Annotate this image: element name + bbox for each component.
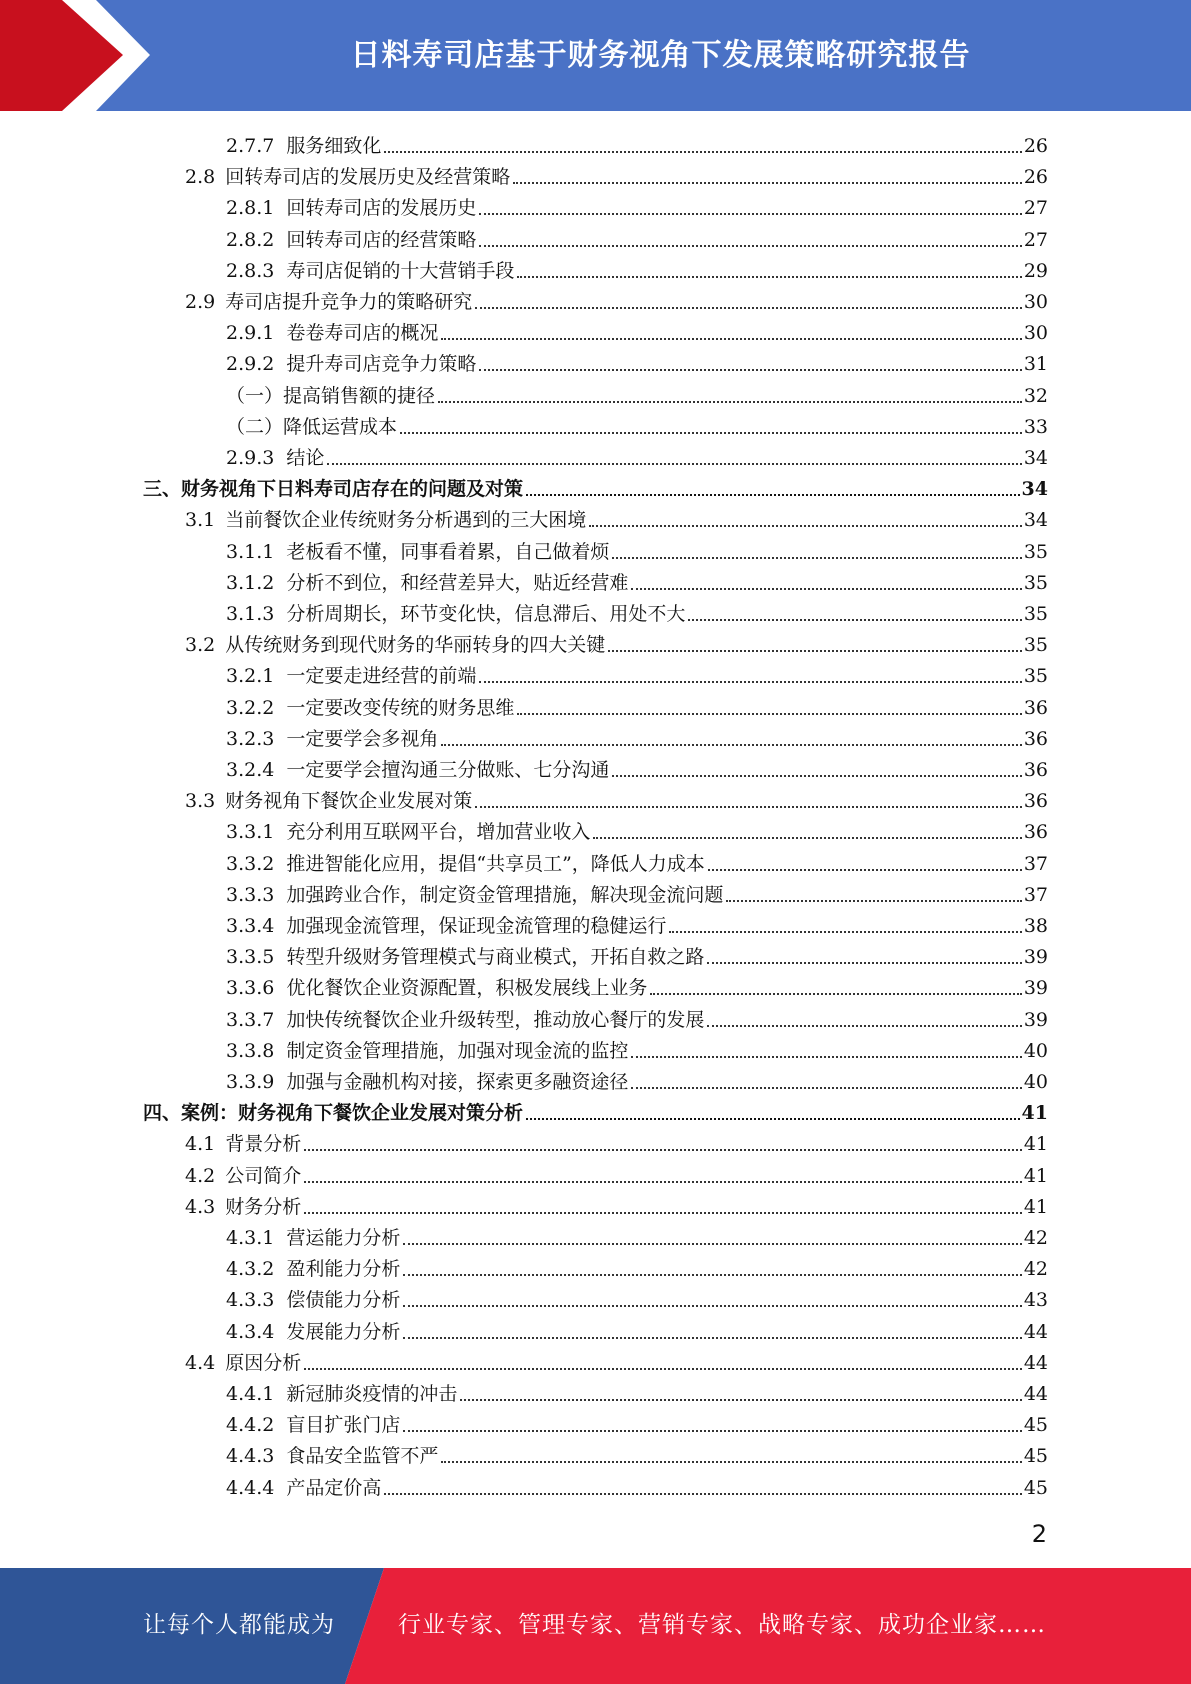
- toc-dot-leader: [327, 463, 1021, 465]
- toc-entry[interactable]: [185, 1125, 1048, 1156]
- toc-entry[interactable]: [226, 221, 1048, 252]
- toc-entry[interactable]: [226, 876, 1048, 907]
- toc-entry-title: 原因分析: [225, 1352, 302, 1374]
- toc-entry-number: 3.3.5: [226, 946, 275, 968]
- toc-dot-leader: [479, 245, 1021, 247]
- toc-entry[interactable]: [226, 907, 1048, 938]
- toc-entry[interactable]: [226, 1313, 1048, 1344]
- toc-entry[interactable]: [185, 1157, 1048, 1188]
- toc-entry-page: 26: [1023, 166, 1048, 188]
- toc-dot-leader: [403, 1337, 1021, 1339]
- toc-entry-number: 3.2.1: [226, 665, 275, 687]
- toc-dot-leader: [708, 869, 1022, 871]
- toc-entry-title: （一）提高销售额的捷径: [226, 385, 436, 407]
- toc-entry-title: 背景分析: [225, 1133, 302, 1155]
- toc-entry-number: 2.8.1: [226, 197, 275, 219]
- toc-dot-leader: [479, 369, 1021, 371]
- toc-dot-leader: [400, 432, 1022, 434]
- toc-entry[interactable]: [226, 1437, 1048, 1468]
- toc-entry-title: 发展能力分析: [286, 1321, 401, 1343]
- toc-dot-leader: [475, 307, 1022, 309]
- toc-entry[interactable]: [226, 1406, 1048, 1437]
- toc-entry-title: 分析周期长，环节变化快，信息滞后、用处不大: [286, 603, 686, 625]
- toc-dot-leader: [441, 338, 1021, 340]
- toc-dot-leader: [304, 1149, 1022, 1151]
- toc-entry-page: 44: [1023, 1321, 1048, 1343]
- toc-entry-title: 加强现金流管理，保证现金流管理的稳健运行: [286, 915, 667, 937]
- toc-entry-title: 从传统财务到现代财务的华丽转身的四大关键: [225, 634, 606, 656]
- toc-entry-number: 2.9: [185, 291, 216, 313]
- toc-dot-leader: [669, 931, 1021, 933]
- toc-dot-leader: [304, 1181, 1022, 1183]
- toc-entry-number: 3.3.8: [226, 1040, 275, 1062]
- toc-entry-page: 37: [1023, 884, 1048, 906]
- toc-entry-title: 服务细致化: [286, 135, 382, 157]
- toc-entry-title: 盲目扩张门店: [286, 1414, 401, 1436]
- toc-entry[interactable]: [226, 845, 1048, 876]
- toc-entry[interactable]: [226, 813, 1048, 844]
- toc-dot-leader: [726, 900, 1021, 902]
- toc-entry-page: 29: [1023, 260, 1048, 282]
- toc-entry[interactable]: [226, 1375, 1048, 1406]
- toc-entry[interactable]: [226, 189, 1048, 220]
- toc-entry-page: 27: [1023, 229, 1048, 251]
- toc-entry-page: 44: [1023, 1383, 1048, 1405]
- toc-dot-leader: [304, 1368, 1022, 1370]
- toc-entry-page: 42: [1023, 1258, 1048, 1280]
- toc-entry-number: 4.4: [185, 1352, 216, 1374]
- toc-entry-page: 40: [1023, 1071, 1048, 1093]
- toc-entry[interactable]: [226, 1469, 1048, 1500]
- toc-entry-page: 43: [1023, 1289, 1048, 1311]
- toc-entry-title: 卷卷寿司店的概况: [286, 322, 439, 344]
- toc-entry-page: 34: [1021, 478, 1048, 500]
- toc-dot-leader: [441, 744, 1021, 746]
- toc-entry-page: 27: [1023, 197, 1048, 219]
- toc-entry-page: 35: [1023, 665, 1048, 687]
- toc-entry-title: 转型升级财务管理模式与商业模式，开拓自救之路: [286, 946, 705, 968]
- toc-dot-leader: [479, 681, 1021, 683]
- footer-slogan-right: 行业专家、管理专家、营销专家、战略专家、成功企业家……: [398, 1612, 1046, 1638]
- toc-dot-leader: [513, 182, 1022, 184]
- toc-entry-number: 3.2.3: [226, 728, 275, 750]
- toc-entry-number: 2.7.7: [226, 135, 275, 157]
- toc-entry-page: 34: [1023, 447, 1048, 469]
- toc-entry-number: 4.3.3: [226, 1289, 275, 1311]
- toc-entry-page: 41: [1023, 1196, 1048, 1218]
- toc-dot-leader: [384, 1493, 1021, 1495]
- toc-entry-page: 30: [1023, 322, 1048, 344]
- toc-entry-number: 3.3: [185, 790, 216, 812]
- toc-entry-title: 提升寿司店竞争力策略: [286, 353, 477, 375]
- toc-entry-title: 充分利用互联网平台，增加营业收入: [286, 821, 591, 843]
- toc-dot-leader: [589, 525, 1022, 527]
- toc-entry-title: 一定要学会多视角: [286, 728, 439, 750]
- toc-entry-title: 结论: [286, 447, 325, 469]
- toc-dot-leader: [403, 1243, 1021, 1245]
- toc-entry-number: 2.8.3: [226, 260, 275, 282]
- toc-entry[interactable]: [226, 938, 1048, 969]
- toc-dot-leader: [475, 806, 1022, 808]
- toc-dot-leader: [304, 1212, 1022, 1214]
- toc-entry[interactable]: [226, 595, 1048, 626]
- toc-entry-number: 2.9.2: [226, 353, 275, 375]
- toc-entry-title: 四、案例：财务视角下餐饮企业发展对策分析: [143, 1102, 524, 1124]
- toc-dot-leader: [438, 401, 1022, 403]
- toc-entry[interactable]: [226, 564, 1048, 595]
- toc-entry-page: 36: [1023, 728, 1048, 750]
- toc-entry-title: 新冠肺炎疫情的冲击: [286, 1383, 458, 1405]
- toc-dot-leader: [517, 276, 1021, 278]
- toc-entry-title: 一定要走进经营的前端: [286, 665, 477, 687]
- toc-entry-number: 2.8.2: [226, 229, 275, 251]
- toc-dot-leader: [612, 775, 1021, 777]
- footer-banner: [0, 1568, 1191, 1684]
- toc-entry-number: 3.1.1: [226, 541, 275, 563]
- toc-chapter[interactable]: [143, 470, 1048, 501]
- toc-entry[interactable]: [226, 751, 1048, 782]
- document-title: 日料寿司店基于财务视角下发展策略研究报告: [350, 38, 971, 73]
- toc-entry-number: 4.2: [185, 1165, 216, 1187]
- toc-entry-title: 盈利能力分析: [286, 1258, 401, 1280]
- toc-entry[interactable]: [226, 314, 1048, 345]
- toc-entry-number: 4.4.3: [226, 1445, 275, 1467]
- toc-entry-number: 3.3.6: [226, 977, 275, 999]
- toc-entry-page: 30: [1023, 291, 1048, 313]
- toc-dot-leader: [460, 1399, 1021, 1401]
- toc-entry-number: 2.9.1: [226, 322, 275, 344]
- toc-entry-page: 44: [1023, 1352, 1048, 1374]
- toc-entry-title: 寿司店促销的十大营销手段: [286, 260, 515, 282]
- toc-entry[interactable]: [226, 127, 1048, 158]
- toc-dot-leader: [384, 151, 1021, 153]
- toc-entry-page: 34: [1023, 509, 1048, 531]
- toc-entry[interactable]: [226, 1063, 1048, 1094]
- toc-entry-page: 38: [1023, 915, 1048, 937]
- toc-entry-number: 4.4.1: [226, 1383, 275, 1405]
- toc-entry-page: 26: [1023, 135, 1048, 157]
- toc-entry-page: 37: [1023, 853, 1048, 875]
- toc-entry[interactable]: [226, 689, 1048, 720]
- toc-dot-leader: [631, 588, 1021, 590]
- toc-entry-page: 41: [1021, 1102, 1048, 1124]
- toc-entry-title: （二）降低运营成本: [226, 416, 398, 438]
- toc-entry[interactable]: [226, 720, 1048, 751]
- toc-entry-title: 推进智能化应用，提倡“共享员工”，降低人力成本: [286, 853, 705, 875]
- toc-entry[interactable]: [226, 377, 1048, 408]
- toc-dot-leader: [403, 1305, 1021, 1307]
- toc-entry-title: 财务视角下餐饮企业发展对策: [225, 790, 473, 812]
- toc-dot-leader: [631, 1087, 1021, 1089]
- toc-entry-page: 35: [1023, 634, 1048, 656]
- toc-dot-leader: [612, 557, 1021, 559]
- toc-entry[interactable]: [185, 1188, 1048, 1219]
- toc-entry-number: 3.3.9: [226, 1071, 275, 1093]
- toc-entry-title: 三、财务视角下日料寿司店存在的问题及对策: [143, 478, 524, 500]
- toc-dot-leader: [593, 837, 1021, 839]
- toc-entry-title: 分析不到位，和经营差异大，贴近经营难: [286, 572, 629, 594]
- toc-dot-leader: [479, 213, 1021, 215]
- toc-entry-title: 回转寿司店的经营策略: [286, 229, 477, 251]
- toc-entry[interactable]: [185, 501, 1048, 532]
- toc-entry[interactable]: [226, 1219, 1048, 1250]
- toc-entry-page: 33: [1023, 416, 1048, 438]
- toc-entry-page: 36: [1023, 790, 1048, 812]
- toc-dot-leader: [403, 1274, 1021, 1276]
- toc-entry[interactable]: [226, 533, 1048, 564]
- toc-entry-number: 3.3.2: [226, 853, 275, 875]
- toc-dot-leader: [403, 1430, 1021, 1432]
- toc-dot-leader: [688, 619, 1021, 621]
- toc-entry-title: 老板看不懂，同事看着累，自己做着烦: [286, 541, 610, 563]
- toc-entry-page: 39: [1023, 1009, 1048, 1031]
- toc-entry[interactable]: [226, 252, 1048, 283]
- toc-entry[interactable]: [185, 782, 1048, 813]
- toc-entry-title: 优化餐饮企业资源配置，积极发展线上业务: [286, 977, 648, 999]
- toc-entry-title: 寿司店提升竞争力的策略研究: [225, 291, 473, 313]
- toc-entry-number: 3.1.2: [226, 572, 275, 594]
- toc-entry-number: 4.3: [185, 1196, 216, 1218]
- toc-entry[interactable]: [226, 345, 1048, 376]
- toc-entry-title: 财务分析: [225, 1196, 302, 1218]
- toc-entry-page: 45: [1023, 1445, 1048, 1467]
- toc-entry-page: 36: [1023, 697, 1048, 719]
- toc-entry-title: 营运能力分析: [286, 1227, 401, 1249]
- toc-entry-page: 45: [1023, 1414, 1048, 1436]
- toc-dot-leader: [707, 1025, 1021, 1027]
- toc-dot-leader: [526, 1118, 1020, 1120]
- toc-entry-number: 3.3.3: [226, 884, 275, 906]
- toc-entry-title: 加强跨业合作，制定资金管理措施，解决现金流问题: [286, 884, 724, 906]
- toc-entry-page: 42: [1023, 1227, 1048, 1249]
- toc-entry-title: 偿债能力分析: [286, 1289, 401, 1311]
- toc-entry[interactable]: [226, 1001, 1048, 1032]
- toc-entry-number: 3.2.2: [226, 697, 275, 719]
- toc-entry-number: 4.3.4: [226, 1321, 275, 1343]
- toc-entry-title: 产品定价高: [286, 1477, 382, 1499]
- toc-entry-number: 3.2.4: [226, 759, 275, 781]
- toc-entry[interactable]: [185, 1344, 1048, 1375]
- toc-entry-number: 4.1: [185, 1133, 216, 1155]
- toc-entry-number: 3.2: [185, 634, 216, 656]
- toc-entry[interactable]: [226, 1250, 1048, 1281]
- toc-entry-page: 35: [1023, 541, 1048, 563]
- toc-entry-page: 36: [1023, 759, 1048, 781]
- toc-entry-title: 制定资金管理措施，加强对现金流的监控: [286, 1040, 629, 1062]
- toc-entry-number: 4.3.1: [226, 1227, 275, 1249]
- toc-entry-title: 当前餐饮企业传统财务分析遇到的三大困境: [225, 509, 587, 531]
- toc-entry-title: 公司简介: [225, 1165, 302, 1187]
- toc-entry[interactable]: [226, 439, 1048, 470]
- toc-dot-leader: [631, 1056, 1021, 1058]
- toc-dot-leader: [608, 650, 1022, 652]
- toc-entry[interactable]: [226, 1281, 1048, 1312]
- toc-entry-page: 40: [1023, 1040, 1048, 1062]
- toc-entry-page: 41: [1023, 1133, 1048, 1155]
- toc-entry-title: 加强与金融机构对接，探索更多融资途径: [286, 1071, 629, 1093]
- toc-entry-number: 3.3.1: [226, 821, 275, 843]
- toc-chapter[interactable]: [143, 1094, 1048, 1125]
- page-number: 2: [1031, 1520, 1047, 1548]
- toc-entry-title: 加快传统餐饮企业升级转型，推动放心餐厅的发展: [286, 1009, 705, 1031]
- toc-entry-number: 3.3.7: [226, 1009, 275, 1031]
- toc-entry[interactable]: [226, 657, 1048, 688]
- toc-entry-title: 食品安全监管不严: [286, 1445, 439, 1467]
- toc-entry[interactable]: [185, 626, 1048, 657]
- toc-entry-page: 39: [1023, 946, 1048, 968]
- toc-entry-page: 31: [1023, 353, 1048, 375]
- toc-dot-leader: [517, 713, 1021, 715]
- toc-entry-number: 3.1: [185, 509, 216, 531]
- toc-entry-title: 回转寿司店的发展历史: [286, 197, 477, 219]
- toc-entry-page: 35: [1023, 572, 1048, 594]
- toc-entry[interactable]: [226, 408, 1048, 439]
- toc-entry[interactable]: [226, 1032, 1048, 1063]
- header-banner: [0, 0, 1191, 111]
- toc-dot-leader: [441, 1461, 1021, 1463]
- toc-entry-number: 3.1.3: [226, 603, 275, 625]
- toc-entry[interactable]: [226, 969, 1048, 1000]
- toc-entry-title: 回转寿司店的发展历史及经营策略: [225, 166, 511, 188]
- toc-entry-number: 4.3.2: [226, 1258, 275, 1280]
- toc-entry-number: 3.3.4: [226, 915, 275, 937]
- toc-entry-page: 36: [1023, 821, 1048, 843]
- toc-entry-title: 一定要学会擅沟通三分做账、七分沟通: [286, 759, 610, 781]
- toc-entry-number: 4.4.4: [226, 1477, 275, 1499]
- toc-dot-leader: [650, 993, 1021, 995]
- toc-entry-page: 32: [1023, 385, 1048, 407]
- toc-entry-number: 4.4.2: [226, 1414, 275, 1436]
- toc-dot-leader: [707, 962, 1021, 964]
- toc-entry-page: 35: [1023, 603, 1048, 625]
- toc-entry[interactable]: [185, 283, 1048, 314]
- toc-entry-number: 2.9.3: [226, 447, 275, 469]
- toc-entry-page: 45: [1023, 1477, 1048, 1499]
- toc-entry-title: 一定要改变传统的财务思维: [286, 697, 515, 719]
- toc-entry-page: 41: [1023, 1165, 1048, 1187]
- toc-entry-page: 39: [1023, 977, 1048, 999]
- toc-dot-leader: [526, 494, 1020, 496]
- footer-slogan-left: 让每个人都能成为: [143, 1612, 335, 1638]
- toc-entry-number: 2.8: [185, 166, 216, 188]
- toc-entry[interactable]: [185, 158, 1048, 189]
